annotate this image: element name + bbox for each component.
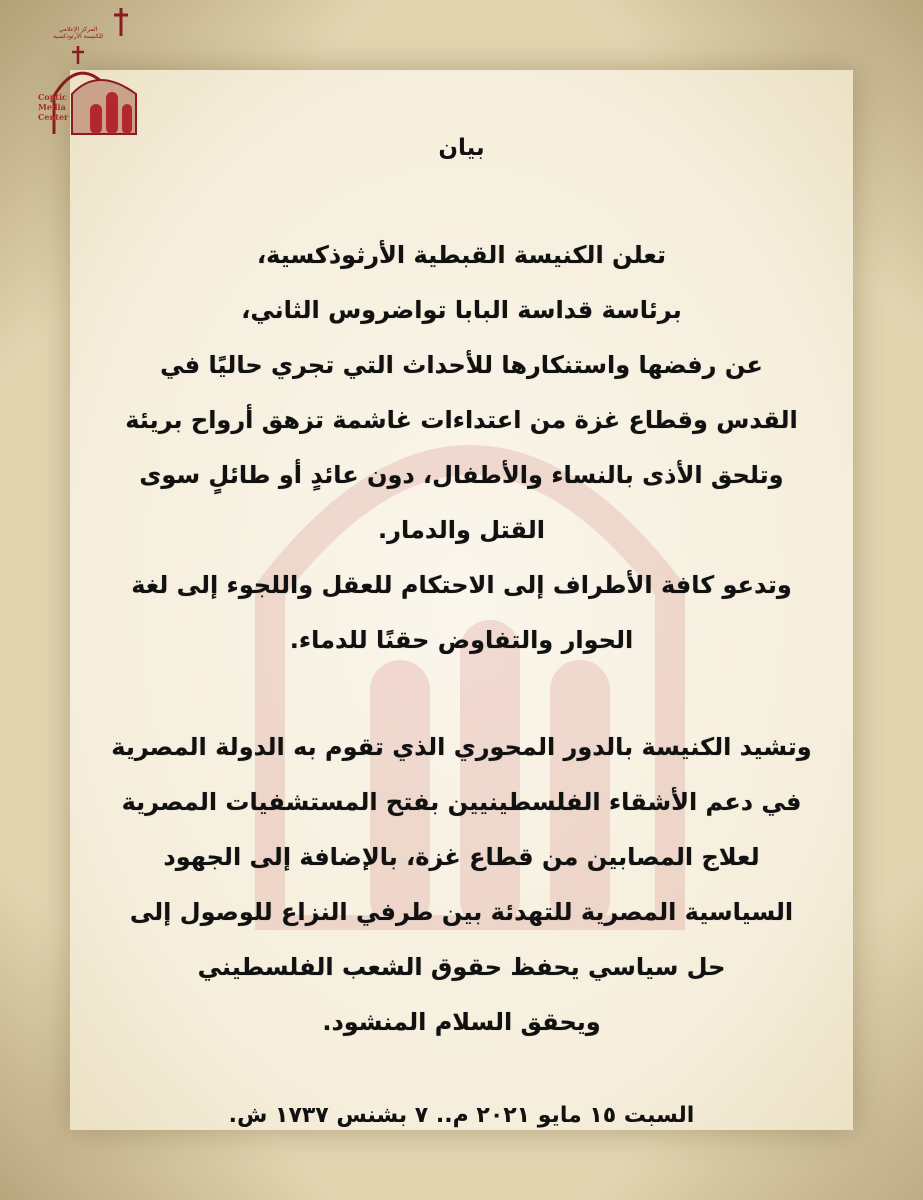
text-line: حل سياسي يحفظ حقوق الشعب الفلسطيني — [197, 953, 726, 981]
statement-date: السبت ١٥ مايو ٢٠٢١ م.. ٧ بشنس ١٧٣٧ ش. — [228, 1103, 695, 1128]
statement-body — [110, 130, 813, 1134]
text-line: ويحقق السلام المنشود. — [322, 1008, 601, 1036]
statement-title: بيان — [438, 135, 485, 161]
text-line: في دعم الأشقاء الفلسطينيين بفتح المستشفيات المصرية — [121, 788, 802, 816]
text-line: وتدعو كافة الأطراف إلى الاحتكام للعقل واللجوء إلى لغة — [131, 571, 792, 599]
text-line: القدس وقطاع غزة من اعتداءات غاشمة تزهق أرواح بريئة — [125, 406, 798, 434]
text-line: الحوار والتفاوض حقنًا للدماء. — [289, 626, 634, 654]
text-line: تعلن الكنيسة القبطية الأرثوذكسية، — [257, 241, 666, 269]
text-line: القتل والدمار. — [378, 516, 545, 544]
coptic-media-center-logo — [18, 6, 140, 136]
text-line: لعلاج المصابين من قطاع غزة، بالإضافة إلى الجهود — [163, 843, 760, 871]
paragraph-spacer — [110, 668, 813, 720]
text-line: السياسية المصرية للتهدئة بين طرفي النزاع للوصول إلى — [129, 898, 794, 926]
logo-arabic-text: المركز الإعلامي للكنيسة الأرثوذكسية — [53, 26, 103, 40]
text-line: وتلحق الأذى بالنساء والأطفال، دون عائدٍ أو طائلٍ سوى — [139, 461, 784, 489]
paragraph-praise — [110, 720, 813, 1050]
text-line: عن رفضها واستنكارها للأحداث التي تجري حاليًا في — [160, 351, 763, 379]
text-line: وتشيد الكنيسة بالدور المحوري الذي تقوم به الدولة المصرية — [111, 733, 812, 761]
logo-latin-text: Coptic Media Center — [38, 92, 69, 122]
text-line: برئاسة قداسة البابا تواضروس الثاني، — [241, 296, 682, 324]
paragraph-announcement — [110, 228, 813, 668]
